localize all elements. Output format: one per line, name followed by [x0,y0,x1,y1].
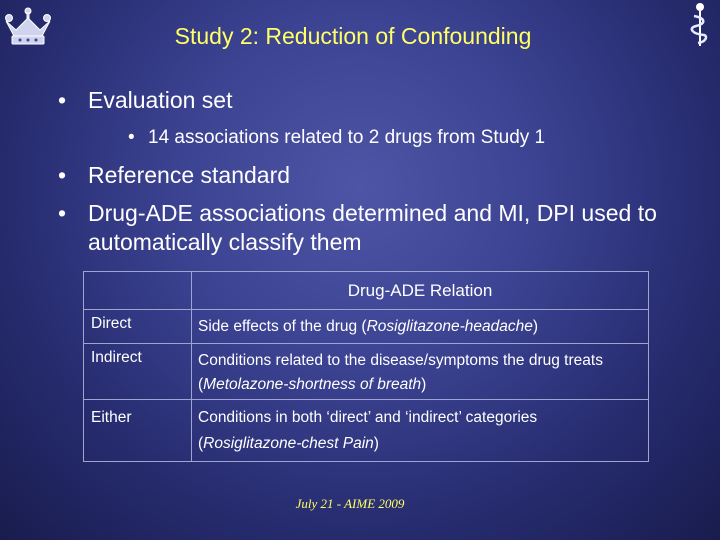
bullet-reference-standard [58,161,458,191]
description-text: Conditions in both ‘direct’ and ‘indirect’ categories ( [198,409,538,452]
table-corner-cell [84,272,192,310]
bullet-drug-ade [58,199,698,259]
table-row [84,400,649,462]
description-text: Side effects of the drug ( [198,318,367,335]
table-header-row [84,272,649,310]
bullet-marker: • [58,200,67,226]
relation-table [83,271,649,462]
slide-footer: July 21 - AIME 2009 [295,496,405,511]
subbullet-marker: • [128,127,135,148]
table-row [84,310,649,344]
table-row [84,344,649,400]
bullet-text: Drug-ADE associations determined and MI, DPI used to automatically classify them [88,200,657,255]
relation-description [192,400,649,462]
bullet-marker: • [58,87,67,113]
relation-type: Indirect [84,344,192,400]
example-text: Rosiglitazone-headache [366,318,533,335]
example-text: Rosiglitazone-chest Pain [203,435,374,452]
description-text: Conditions related to the disease/symptoms the drug treats ( [198,352,603,393]
close-paren: ) [421,376,427,393]
bullet-text: Evaluation set [88,87,233,113]
bullet-marker: • [58,162,67,188]
close-paren: ) [532,318,539,335]
bullet-evaluation-set [58,86,358,116]
table-header: Drug-ADE Relation [192,272,649,310]
relation-type: Direct [84,310,192,344]
slide-title: Study 2: Reduction of Confounding [174,23,532,49]
relation-type: Either [84,400,192,462]
close-paren: ) [373,435,379,452]
subbullet-text: 14 associations related to 2 drugs from Study 1 [148,127,546,148]
relation-description [192,344,649,400]
bullet-text: Reference standard [88,162,291,188]
example-text: Metolazone-shortness of breath [203,376,422,393]
relation-description [192,310,649,344]
